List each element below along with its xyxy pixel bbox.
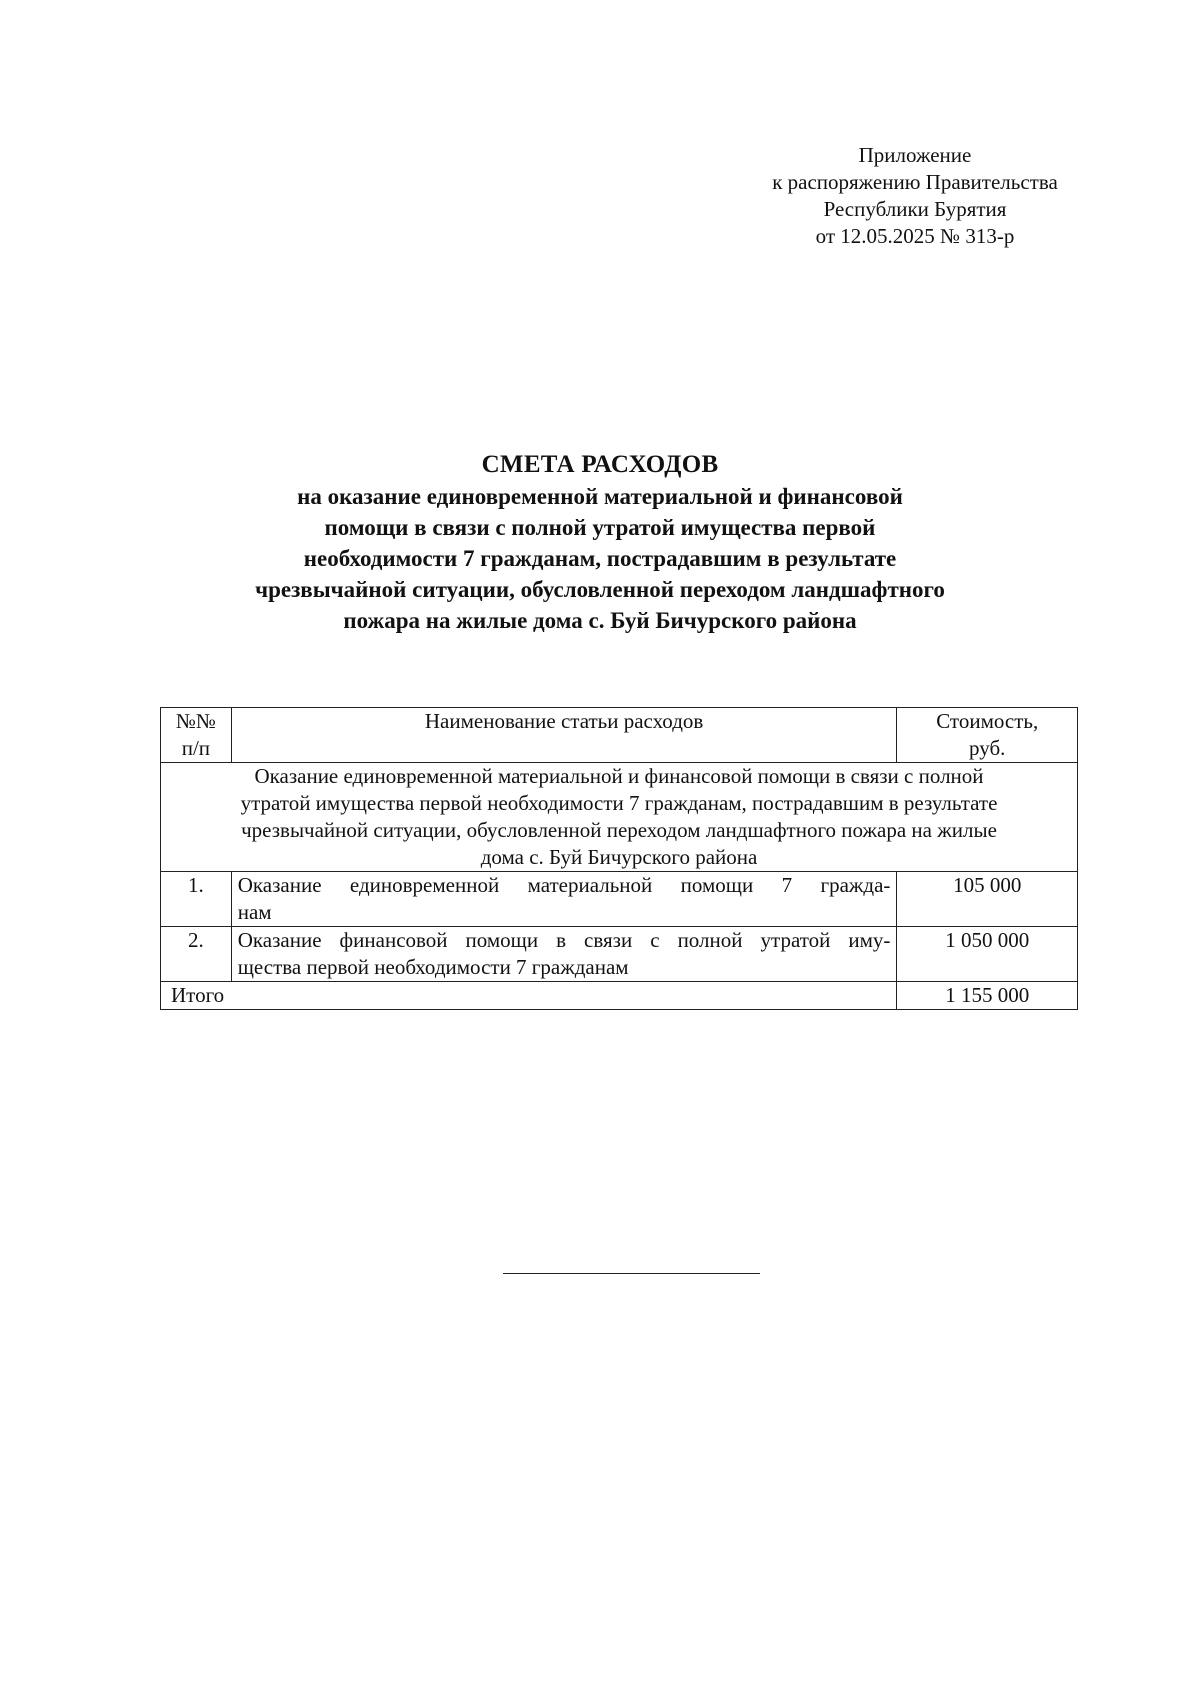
header-num-cell (161, 708, 232, 763)
section-line: Оказание единовременной материальной и финансовой помощи в связи с полной (254, 764, 984, 788)
appendix-date-number: от 12.05.2025 № 313-р (815, 224, 1015, 248)
header-num-label: №№ (175, 709, 216, 733)
header-num-label: п/п (181, 736, 211, 760)
subtitle-line: чрезвычайной ситуации, обусловленной переходом ландшафтного (255, 577, 945, 602)
row-cost: 105 000 (897, 872, 1078, 927)
row-name (231, 872, 897, 927)
row-name-line: нам (237, 900, 272, 924)
header-cost-label: руб. (969, 736, 1006, 760)
appendix-block (730, 142, 1100, 250)
table-row (161, 927, 1078, 982)
subtitle-line: на оказание единовременной материальной и финансовой (297, 484, 903, 509)
section-heading-cell (161, 763, 1078, 872)
section-line: чрезвычайной ситуации, обусловленной переходом ландшафтного пожара на жилые (241, 818, 997, 842)
row-cost: 1 050 000 (897, 927, 1078, 982)
document-subtitle (130, 481, 1070, 636)
appendix-line: Приложение (858, 143, 972, 167)
document-title: СМЕТА РАСХОДОВ (481, 451, 719, 478)
row-number: 1. (161, 872, 232, 927)
appendix-line: Республики Бурятия (823, 197, 1007, 221)
table-total-row (161, 982, 1078, 1010)
row-name-line: Оказание единовременной материальной помощи 7 гражда- (237, 873, 891, 897)
document-title-block (130, 449, 1070, 636)
total-value: 1 155 000 (897, 982, 1078, 1010)
row-name-line: Оказание финансовой помощи в связи с полной утратой иму- (237, 928, 891, 952)
subtitle-line: пожара на жилые дома с. Буй Бичурского района (343, 608, 857, 633)
section-line: дома с. Буй Бичурского района (480, 845, 758, 869)
appendix-line: к распоряжению Правительства (772, 170, 1058, 194)
total-label: Итого (161, 982, 897, 1010)
subtitle-line: необходимости 7 гражданам, пострадавшим в результате (303, 546, 897, 571)
header-cost-label: Стоимость, (936, 709, 1039, 733)
header-name-cell: Наименование статьи расходов (231, 708, 897, 763)
row-number: 2. (161, 927, 232, 982)
subtitle-line: помощи в связи с полной утратой имущества первой (324, 515, 876, 540)
table-section-row (161, 763, 1078, 872)
expense-table (160, 707, 1078, 1010)
section-line: утратой имущества первой необходимости 7 гражданам, пострадавшим в результате (240, 791, 998, 815)
row-name (231, 927, 897, 982)
row-name-line: щества первой необходимости 7 гражданам (237, 955, 629, 979)
header-cost-cell (897, 708, 1078, 763)
table-header-row (161, 708, 1078, 763)
closing-divider-line (503, 1273, 760, 1274)
table-row (161, 872, 1078, 927)
